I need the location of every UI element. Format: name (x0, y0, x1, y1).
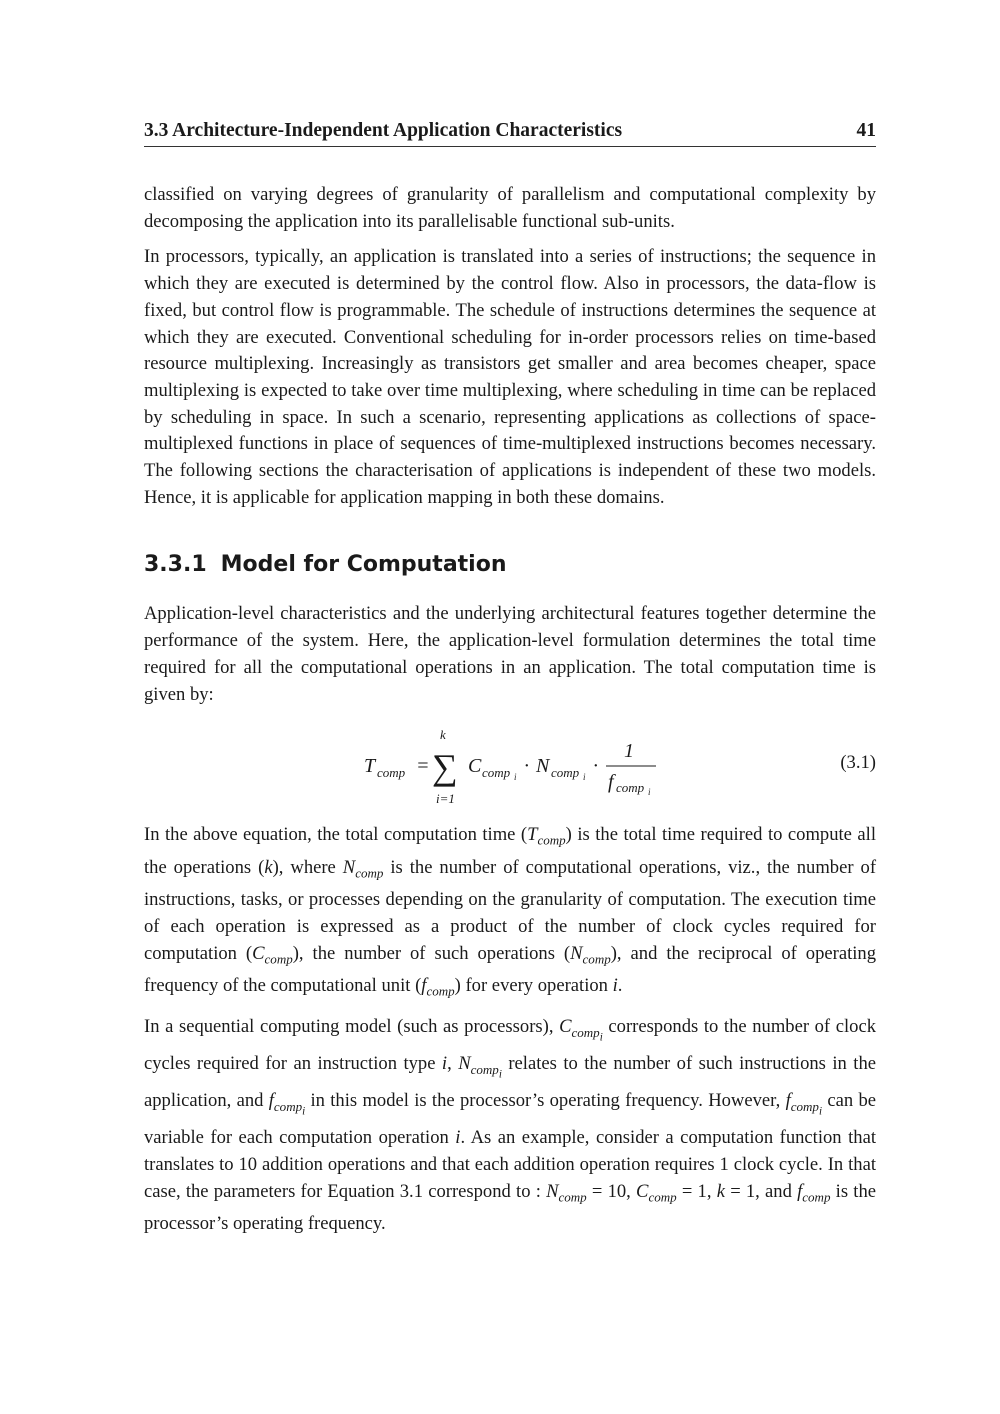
equation-number: (3.1) (840, 752, 876, 774)
section-number: 3.3.1 (144, 552, 207, 578)
section-heading (144, 551, 876, 579)
eq-denominator: f (608, 771, 614, 794)
eq-dot-1: · (524, 755, 529, 778)
eq-denominator-subsub: i (648, 787, 651, 798)
equation-formula (364, 722, 684, 806)
paragraph-5: In a sequential computing model (such as processors), $C_{comp_i}$ corresponds to the number of clock cycles required for an instruction type i, $N_{comp_i}$ relates to the number of such instructions in the application, and $f_{comp_i}$ in this model is the processor’s operating frequency. However, $f_{comp_i}$ can be variable for each computation operation i. As an example, consider a computation function that translates to 10 addition operations and that each addition operation requires 1 clock cycle. In that case, the parameters for Equation 3.1 correspond to : $N_{comp} = 10$, $C_{comp} = 1$, k = 1, and $f_{comp}$ is the processor’s operating frequency. (144, 1016, 877, 1235)
eq-term-n-sub: comp (551, 765, 580, 781)
eq-term-n: N (536, 755, 550, 778)
running-header-title: 3.3 Architecture-Independent Application Characteristics (144, 120, 623, 141)
running-header (144, 120, 876, 147)
eq-equals: = (416, 755, 430, 778)
eq-sum-upper: k (440, 727, 446, 743)
eq-lhs-sub: comp (377, 765, 406, 781)
eq-dot-2: · (593, 755, 598, 778)
page-number: 41 (856, 120, 876, 141)
eq-term-c-subsub: i (514, 772, 517, 783)
eq-sum-lower: i=1 (436, 791, 455, 807)
equation-3-1 (144, 722, 876, 806)
paragraph-1: classified on varying degrees of granularity of parallelism and computational complexity by decomposing the application into its parallelisable functional sub-units. (144, 184, 876, 232)
eq-lhs: T (364, 755, 376, 778)
eq-term-n-subsub: i (583, 772, 586, 783)
eq-denominator-sub: comp (616, 780, 645, 796)
section-title: Model for Computation (220, 552, 507, 578)
page-body (144, 182, 876, 1247)
paragraph-2: In processors, typically, an application is translated into a series of instructions; the sequence in which they are executed is determined by the control flow. Also in processors, the data-flow is fixed, but control flow is programmable. The schedule of instructions determines the sequence at which they are executed. Conventional scheduling for in-order processors relies on time-based resource multiplexing. Increasingly as transistors get smaller and area becomes cheaper, space multiplexing is expected to take over time multiplexing, where scheduling in time can be replaced by scheduling in space. In such a scenario, representing applications as collections of space-multiplexed functions in place of sequences of time-multiplexed instructions becomes necessary. The following sections the characterisation of applications is independent of these two models. Hence, it is applicable for application mapping in both these domains. (144, 246, 876, 508)
eq-sigma: ∑ (432, 747, 458, 788)
paragraph-3: Application-level characteristics and the underlying architectural features together determine the performance of the system. Here, the application-level formulation determines the total time required for all the computational operations in an application. The total computation time is given by: (144, 603, 876, 705)
paragraph-4: In the above equation, the total computation time $(T_{comp})$ is the total time required to compute all the operations (k), where $N_{comp}$ is the number of computational operations, viz., the number of instructions, tasks, or processes depending on the granularity of computation. The execution time of each operation is expressed as a product of the number of clock cycles required for computation $(C_{comp})$, the number of such operations $(N_{comp})$, and the reciprocal of operating frequency of the computational unit $(f_{comp})$ for every operation i. (144, 824, 877, 999)
eq-term-c: C (468, 755, 482, 778)
eq-numerator: 1 (624, 740, 634, 763)
eq-term-c-sub: comp (482, 765, 511, 781)
